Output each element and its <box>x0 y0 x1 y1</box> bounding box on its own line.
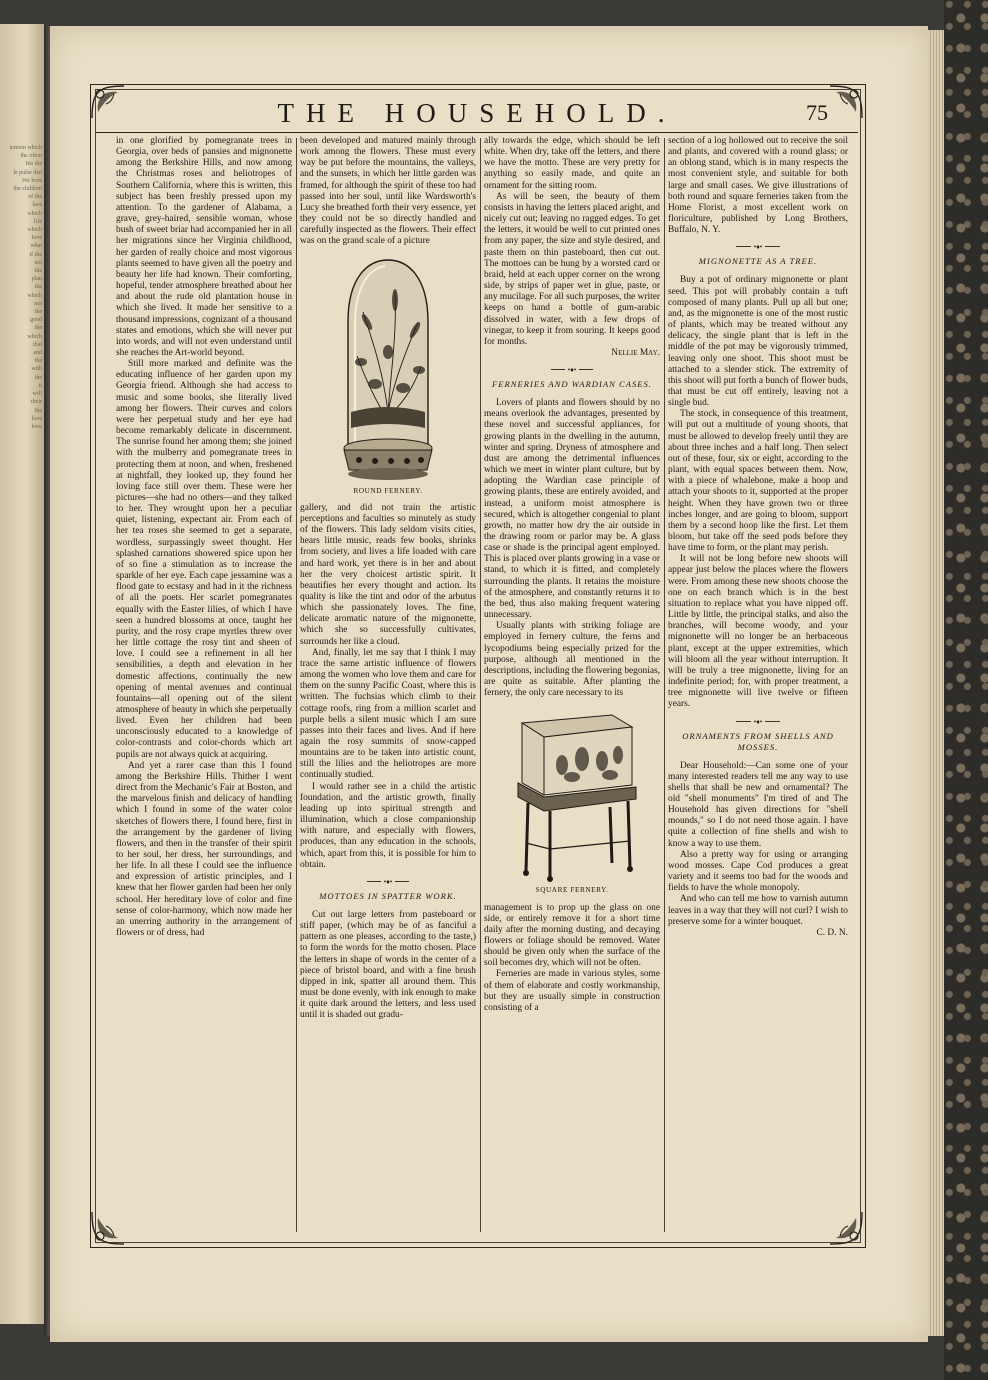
divider-ornament-icon: •♦• <box>751 718 765 726</box>
paragraph: ally towards the edge, which should be left white. When dry, take off the letters, and there we have the motto. These are very pretty for anything so easily made, and quite an ornament for the sitting room. <box>484 136 660 191</box>
column-rule <box>664 138 665 1232</box>
square-fernery-illustration <box>484 703 660 896</box>
paragraph: Ferneries are made in various styles, some of them of elaborate and costly workmanship, but they are usually simple in construction consisting of a <box>484 969 660 1013</box>
text-column-4 <box>668 136 848 1232</box>
paragraph: Still more marked and definite was the educating influence of her garden upon my Georgia friend. Although she had access to music and some books, she literally lived among her flowers. Their curves and colors were her perpetual study and her eye had become remarkably delicate in discernment. The sunrise found her among them; she joined with the mulberry and pomegranate trees in protecting them at noon, and when, freshened at nightfall, they looked up, they found her loving face still over them. These were her pictures—she had no others—and they talked to her. They wrought upon her a peculiar quiet, listening, expectant air. From each of her tea roses she seemed to get a separate, wordless, surpassingly sweet thought. Her splashed carnations showered spice upon her of so fine a stimulation as to increase the sparkle of her eye. Each cape jessamine was a flood gate to ecstasy and had in it the richness of all the poets. Her scarlet pomegranates equally with the Easter lilies, of which I have seen a hundred blossoms at once, taught her purity, and the rosy crape myrtles threw over her little cottage the rosy tint and sheen of love. I could see a refinement in all her sensibilities, a depth and elevation in her domestic affections, continually the new opening of mental avenues and continual fountains—all opening out of the silent atmosphere of beauty in which she perpetually lived. Even her children had been unconsciously educated to a knowledge of color-contrasts and color-chords which art pupils are not always quick at acquiring. <box>116 359 292 760</box>
article-heading: ORNAMENTS FROM SHELLS AND MOSSES. <box>682 730 834 752</box>
column-rule <box>296 138 297 1232</box>
figure-caption: ROUND FERNERY. <box>353 486 423 495</box>
previous-page-edge <box>0 24 44 1324</box>
paragraph: And who can tell me how to varnish autumn leaves in a way that they will not curl? I wish to preserve some for a winter bouquet. <box>668 894 848 927</box>
paragraph: management is to prop up the glass on one side, or entirely remove it for a short time daily after the morning dusting, and decaying flowers or foliage should be removed. Water should be given only when the surface of the soil becomes dry, which will not be often. <box>484 902 660 969</box>
article-heading: MIGNONETTE AS A TREE. <box>698 256 818 267</box>
author-signature: C. D. N. <box>816 927 848 938</box>
square-fernery-image <box>492 703 652 883</box>
paragraph: been developed and matured mainly through work among the flowers. These must every way be put before the mountains, the valleys, and the sunsets, in which her little garden was framed, for although the spirit of these too had passed into her soul, until like Wardsworth's Lucy she breathed forth their very essence, yet they could not be so directly handled and carefully inspected as the flowers. Their effect was on the grand scale of a picture <box>300 136 476 247</box>
masthead <box>96 94 858 132</box>
paragraph: section of a log hollowed out to receive the soil and plants, and covered with a round glass; or an oblong stand, which is in many respects the most convenient style, and suitable for both large and small cases. We give illustrations of both round and square ferneries taken from the Home Florist, a most excellent work on floriculture, published by Long Brothers, Buffalo, N. Y. <box>668 136 848 236</box>
paragraph: And, finally, let me say that I think I may trace the same artistic influence of flowers among the women who love them and care for them on the sunny Pacific Coast, where this is written. The fuchsias which climb to their cottage roofs, ring from a million scarlet and purple bells a silent music which I am sure passes into their faces and lives. And if here again the rosy summits of snow-capped mountains are to be taken into artistic count, still the lilies and the heliotropes are more continually studied. <box>300 647 476 781</box>
paragraph: in one glorified by pomegranate trees in Georgia, over beds of pansies and mignonette among the Berkshire Hills, and now among the Christmas roses and heliotropes of Southern California, where this is written, this subject has been freshly pressed upon my attention. To the gardener of Alabama, a grave, grey-haired, sensible woman, whose bush of sweet briar had accompanied her in all her migrations since her Virginia childhood, her garden of really choice and most vigorous plants seemed to have given all the poetry and beauty her life had known. Their comforting, hopeful, tender atmosphere breathed about her and about the rude old plantation house in which she lived. It made her sensitive to a thousand impressions, cognizant of a thousand states and emotions, which she will never put into words, and will not even understand until she reaches the Art-world beyond. <box>116 136 292 358</box>
paragraph: Lovers of plants and flowers should by no means overlook the advantages, presented by these novel and successful appliances, for growing plants in the dwelling in the autumn, winter and spring. Dryness of atmosphere and dust are among the detrimental influences which we meet in winter plant culture, but by adopting the Wardian case principle of growing plants, these are entirely avoided, and instead, a uniform moist atmosphere is secured, which is altogether congenial to plant growth, no matter how dry the air outside in the drawing room or parlor may be. A glass case or shade is the principal agent employed. This is placed over plants growing in a vase or stand, to which it is fitted, and completely surrounding the plants. It retains the moisture of the atmosphere, and constantly returns it to the bed, thus also making frequent watering unnecessary. <box>484 398 660 621</box>
paragraph: Usually plants with striking foliage are employed in fernery culture, the ferns and lycopodiums being especially prized for the purpose, although all mentioned in the descriptions, including the flowering begonias, are quite as suitable. After planting the fernery, the only care necessary to its <box>484 621 660 699</box>
round-fernery-image <box>323 252 453 484</box>
paragraph: It will not be long before new shoots will appear just below the places where the flowers were. From among these new shoots choose the one on each branch which is in the best situation to replace what you have nipped off. Little by little, the principal stalks, and also the branches, will become woody, and your mignonette will no longer be an herbaceous plant, except at the upper extremities, which will bloom all the year without interruption. It will be truly a tree mignonette, living for an indefinite period; for, with proper treatment, a tree mignonette will live twelve or fifteen years. <box>668 554 848 710</box>
figure-caption: SQUARE FERNERY. <box>535 886 609 895</box>
paragraph: And yet a rarer case than this I found among the Berkshire Hills. Thither I went direct from the Mechanic's Fair at Boston, and the marvelous finish and delicacy of handling which I found in some of the water color sketches of flowers there, I found here, first in the arrangement by the gardener of living flowers, and then in the transfer of their spirit to her soul, her dress, her surroundings, and her life. In all these I could see the influence and expression of artistic principles, and I knew that her flower garden had been her only school. Her hereditary love of color and fine sense of color-harmony, which now made her an unerring authority in the arrangement of flowers or of dress, had <box>116 760 292 939</box>
divider-ornament-icon: •♦• <box>381 878 395 886</box>
previous-page-text: tenoon which the ofton Itis the le pulse dist We hore the children of the lace which life which love what if the not the plan the which not the good the which that and the with the it will their the love how <box>9 145 42 430</box>
text-column-2 <box>300 136 476 1232</box>
round-fernery-illustration <box>300 252 476 497</box>
section-divider <box>484 365 660 373</box>
paragraph: The stock, in consequence of this treatment, will put out a multitude of young shoots, that must be allowed to develop freely until they are about three inches and a half long. Then select out of these, four, six or eight, according to the plant, with equal spaces between them. Now, with a piece of whalebone, make a hoop and attach your shoots to it, supported at the proper height. When they have grown two or three inches longer, and are going to bloom, support them by a second hoop like the first. Let them bloom, but take off the seed pods before they have time to form, or the plant may perish. <box>668 409 848 554</box>
author-signature: Nellie May. <box>611 347 660 358</box>
text-column-3 <box>484 136 660 1232</box>
paragraph: Cut out large letters from pasteboard or stiff paper, (which may be of as fanciful a pattern as one pleases, according to the taste,) to form the words for the motto chosen. Place the letters in shape of words in the center of a piece of bristol board, and with a fine brush dipped in ink, spatter all around them. This must be done evenly, with ink enough to make it quite dark around the letters, and less used until it is shaded out gradu- <box>300 909 476 1021</box>
section-divider <box>668 717 848 725</box>
text-column-1 <box>116 136 292 1232</box>
paragraph: Dear Household:—Can some one of your many interested readers tell me any way to use shells that shall be new and ornamental? The old "shell monuments" I'm tired of and The Household has given directions for "shell mounds," so I do not need those again. I have quite a collection of fine shells and wish to know a way to use them. <box>668 760 848 849</box>
page-title: THE HOUSEHOLD. <box>277 98 677 128</box>
divider-ornament-icon: •♦• <box>751 243 765 251</box>
section-divider <box>300 877 476 885</box>
masthead-rule <box>96 132 858 133</box>
page-number: 75 <box>806 100 828 125</box>
page-stack-edge <box>928 30 944 1336</box>
divider-ornament-icon: •♦• <box>565 366 579 374</box>
paragraph: Buy a pot of ordinary mignonette or plant seed. This pot will probably contain a tuft composed of many plants. Pull up all but one; and, as the mignonette is one of the most rustic of plants, which may be treated without any delicacy, the single plant that is left in the middle of the pot may be vigorously trimmed, leaving only one shoot. This shoot must be attached to a slender stick. The extremity of this shoot will put forth a bunch of flower buds, that must be cut off entirely, leaving not a single bud. <box>668 275 848 409</box>
paragraph: As will be seen, the beauty of them consists in having the letters placed aright, and nicely cut out; leaving no ragged edges. To get the letters, it would be well to cut printed ones from any paper, the size and style desired, and paste them on thin pasteboard, then cut out. The mottoes can be hung by a worsted card or braid, held at each upper corner on the wrong side, by strips of paper wet in glue, paste, or any mucilage. For all such purposes, the writer keeps on hand a bottle of gum-arabic dissolved in water, with a few drops of vinegar, to keep it from souring. It keeps good for months. <box>484 191 660 347</box>
paragraph: I would rather see in a child the artistic foundation, and the artistic growth, finally leading up into spiritual strength and illumination, which a close companionship with nature, and especially with flowers, produces, than any education in the schools, which, apart from this, it is possible for him to obtain. <box>300 781 476 870</box>
column-rule <box>480 138 481 1232</box>
section-divider <box>668 242 848 250</box>
article-heading: MOTTOES IN SPATTER WORK. <box>319 890 457 901</box>
article-heading: FERNERIES AND WARDIAN CASES. <box>492 379 652 390</box>
book-cover <box>944 0 988 1380</box>
paragraph: Also a pretty way for using or arranging wood mosses. Cape Cod produces a great variety and it seems too bad for the woods and fields to have the whole monopoly. <box>668 849 848 894</box>
paragraph: gallery, and did not train the artistic perceptions and faculties so minutely as study of the flowers. This lady seldom visits cities, hears little music, reads few books, shrinks from society, and lives a life loaded with care and hard work, yet there is in her and about her the very choicest artistic spirit. It beautifies her every thought and action. Its quality is like the tint and odor of the arbutus which she passionately loves. The fine, delicate aromatic nature of the mignonette, which she so successfully cultivates, surrounds her like a cloud. <box>300 502 476 647</box>
